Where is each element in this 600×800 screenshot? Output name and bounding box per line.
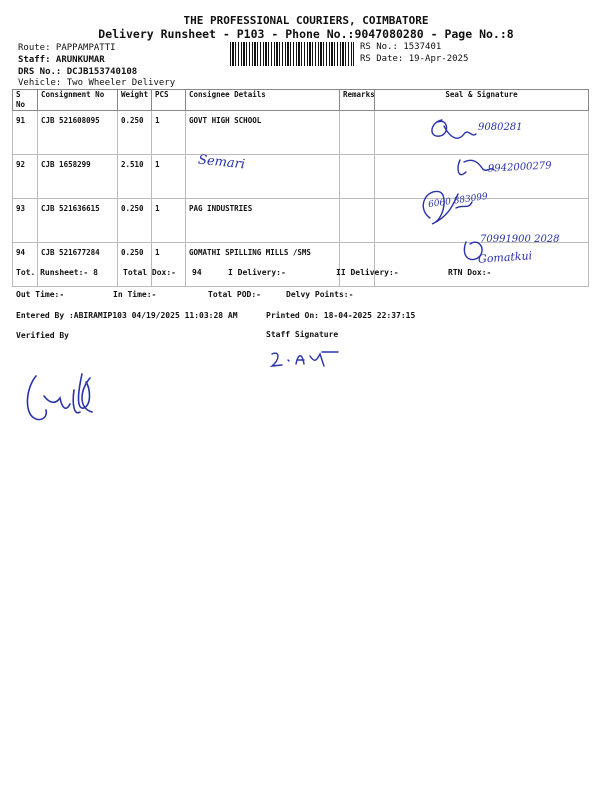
cell-sno: 92 (13, 155, 38, 199)
in-time-label: In Time:- (113, 290, 157, 299)
cell-consignment: CJB 1658299 (38, 155, 118, 199)
cell-remarks (340, 155, 375, 199)
cell-pcs: 1 (152, 155, 186, 199)
handwritten-phone: 9942000279 (487, 160, 552, 175)
cell-consignment: CJB 521636615 (38, 199, 118, 243)
verified-by-label: Verified By (16, 331, 69, 340)
handwritten-date: 70991900 2028 (480, 234, 560, 245)
drs-number: DRS No.: DCJB153740108 (18, 67, 138, 77)
signature-scribbles (420, 108, 595, 273)
cell-consignee: GOMATHI SPILLING MILLS /SMS (186, 243, 340, 287)
rs-number: RS No.: 1537401 (360, 42, 442, 52)
total-dox-value: 94 (192, 268, 202, 277)
col-sno: S No (13, 90, 38, 111)
rtn-dox-label: RTN Dox:- (448, 268, 492, 277)
cell-weight: 2.510 (118, 155, 152, 199)
company-title: THE PROFESSIONAL COURIERS, COIMBATORE (183, 14, 429, 27)
cell-sno: 94 (13, 243, 38, 287)
cell-remarks (340, 243, 375, 287)
entered-by: Entered By :ABIRAMIP103 04/19/2025 11:03:28 AM (16, 311, 238, 320)
col-seal-signature: Seal & Signature (375, 90, 589, 111)
ii-delivery-label: II Delivery:- (336, 268, 399, 277)
staff-signature-label: Staff Signature (266, 330, 339, 339)
staff-signature (266, 348, 346, 372)
handwritten-phone: 6060 883099 (427, 191, 489, 211)
handwritten-receiver-name: Semari (197, 152, 246, 173)
col-weight: Weight (118, 90, 152, 111)
cell-weight: 0.250 (118, 111, 152, 155)
cell-pcs: 1 (152, 199, 186, 243)
col-remarks: Remarks (340, 90, 375, 111)
cell-consignee: GOVT HIGH SCHOOL (186, 111, 340, 155)
cell-remarks (340, 111, 375, 155)
col-consignee: Consignee Details (186, 90, 340, 111)
delvy-points-label: Delvy Points:- (286, 290, 354, 299)
cell-weight: 0.250 (118, 243, 152, 287)
total-pod-label: Total POD:- (208, 290, 261, 299)
cell-consignee: PAG INDUSTRIES (186, 199, 340, 243)
runsheet-title: Delivery Runsheet - P103 - Phone No.:9047080280 - Page No.:8 (98, 27, 514, 41)
handwritten-receiver-name: Gomatkui (477, 249, 533, 266)
cell-weight: 0.250 (118, 199, 152, 243)
vehicle-label: Vehicle: Two Wheeler Delivery (18, 78, 176, 88)
cell-sno: 93 (13, 199, 38, 243)
handwritten-phone: 9080281 (478, 122, 523, 133)
total-dox-label: Total Dox:- (123, 268, 176, 277)
out-time-label: Out Time:- (16, 290, 65, 299)
i-delivery-label: I Delivery:- (228, 268, 286, 277)
verifier-signature (20, 368, 102, 432)
rs-date: RS Date: 19-Apr-2025 (360, 54, 469, 64)
cell-pcs: 1 (152, 243, 186, 287)
col-consignment: Consignment No (38, 90, 118, 111)
staff-label: Staff: ARUNKUMAR (18, 55, 105, 65)
cell-sno: 91 (13, 111, 38, 155)
route-label: Route: PAPPAMPATTI (18, 43, 116, 53)
tot-runsheet: Tot. Runsheet:- 8 (16, 268, 98, 277)
cell-remarks (340, 199, 375, 243)
col-pcs: PCS (152, 90, 186, 111)
cell-consignment: CJB 521677284 (38, 243, 118, 287)
barcode (230, 42, 354, 66)
cell-pcs: 1 (152, 111, 186, 155)
printed-on: Printed On: 18-04-2025 22:37:15 (266, 311, 416, 320)
cell-consignment: CJB 521608095 (38, 111, 118, 155)
